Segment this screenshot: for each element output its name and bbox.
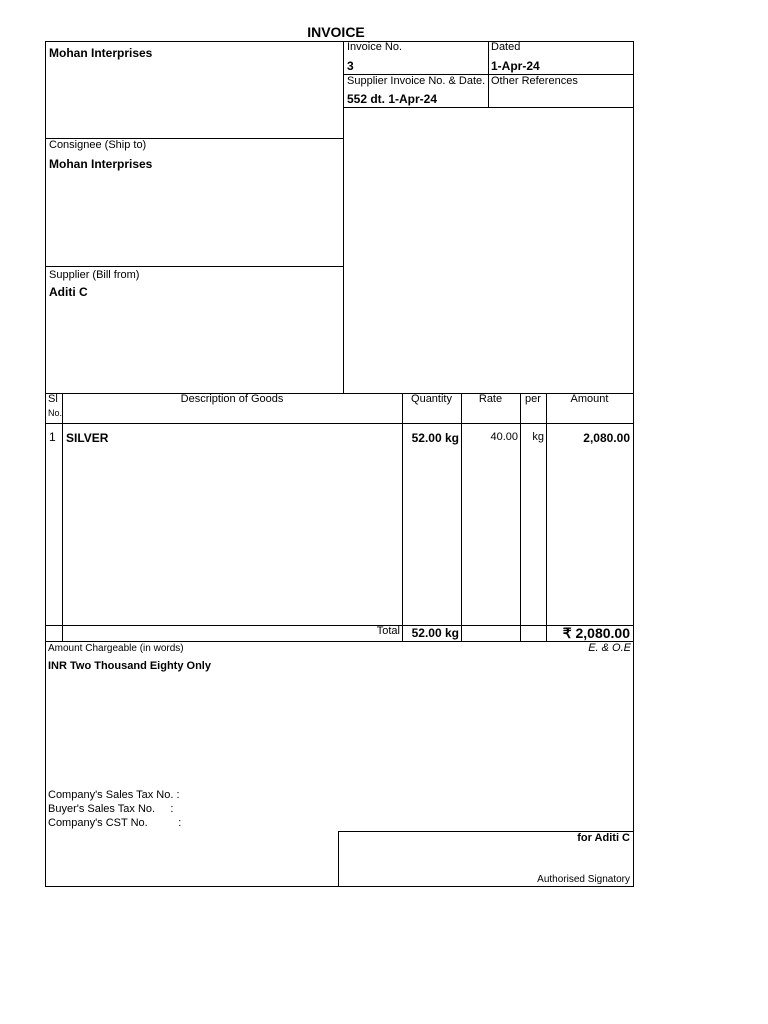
other-references-label: Other References (491, 75, 578, 87)
header-amount: Amount (570, 393, 609, 405)
row-rate: 40.00 (490, 431, 518, 443)
supplier-label: Supplier (Bill from) (49, 269, 140, 281)
header-sl: Sl (48, 393, 58, 405)
consignee-name: Mohan Interprises (49, 157, 153, 171)
supplier-invoice-label: Supplier Invoice No. & Date. (347, 75, 486, 87)
eoe-label: E. & O.E (588, 642, 631, 654)
signature-for: for Aditi C (577, 832, 630, 844)
company-cst-no: Company's CST No. : (48, 817, 182, 829)
consignee-label: Consignee (Ship to) (49, 139, 147, 151)
amount-words-value: INR Two Thousand Eighty Only (48, 660, 211, 672)
dated-label: Dated (491, 41, 521, 53)
total-amount: ₹ 2,080.00 (562, 625, 630, 641)
row-quantity: 52.00 kg (411, 431, 459, 445)
frame-left-border (45, 41, 46, 887)
buyer-name: Mohan Interprises (49, 46, 153, 60)
row-description: SILVER (66, 431, 109, 445)
total-label: Total (376, 625, 400, 637)
frame-right-border (633, 41, 634, 887)
frame-bottom-border (45, 886, 634, 887)
header-quantity: Quantity (411, 393, 452, 405)
header-per: per (525, 393, 541, 405)
total-quantity: 52.00 kg (411, 626, 459, 640)
supplier-invoice-value: 552 dt. 1-Apr-24 (347, 92, 438, 106)
supplier-name: Aditi C (49, 285, 88, 299)
col-sl-divider (62, 393, 63, 641)
row-sl: 1 (49, 430, 56, 444)
amount-words-label: Amount Chargeable (in words) (48, 643, 184, 654)
buyer-sales-tax-no: Buyer's Sales Tax No. : (48, 803, 174, 815)
header-rate: Rate (478, 393, 503, 405)
frame-top-border (45, 41, 634, 42)
header-description: Description of Goods (180, 393, 284, 405)
dated-value: 1-Apr-24 (491, 59, 540, 73)
header-divider (343, 41, 344, 393)
consignee-separator (45, 266, 344, 267)
invoice-grid-divider (488, 41, 489, 108)
invoice-no-value: 3 (347, 59, 354, 73)
header-sl-no: No. (48, 408, 63, 418)
company-sales-tax-no: Company's Sales Tax No. : (48, 789, 180, 801)
row-amount: 2,080.00 (583, 431, 630, 445)
row-per: kg (532, 431, 544, 443)
authorised-signatory: Authorised Signatory (537, 874, 630, 885)
invoice-no-label: Invoice No. (347, 41, 403, 53)
invoice-title: INVOICE (307, 24, 365, 40)
